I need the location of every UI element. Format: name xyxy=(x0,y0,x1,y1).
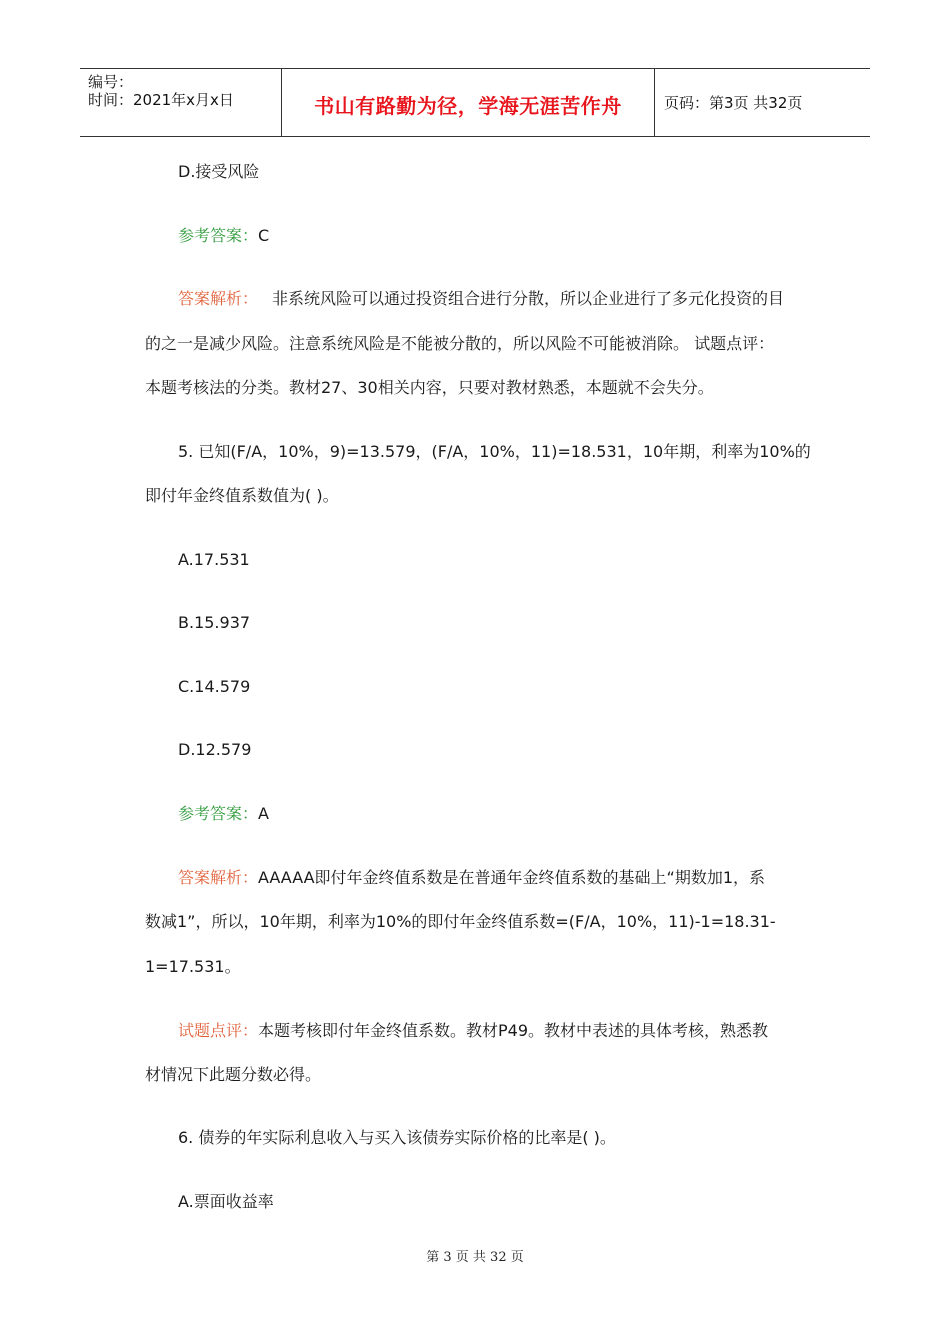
analysis-4-text-1: 非系统风险可以通过投资组合进行分散，所以企业进行了多元化投资的目 xyxy=(272,289,785,308)
answer-4 xyxy=(178,224,269,248)
analysis-4-line-1 xyxy=(178,287,784,311)
question-6-option-a: A.票面收益率 xyxy=(178,1192,274,1211)
analysis-5-line-2: 数减1”，所以，10年期，利率为10%的即付年金终值系数=(F/A，10%，11)-1=18.31- xyxy=(145,912,776,931)
analysis-5-line-3: 1=17.531。 xyxy=(145,957,241,976)
analysis-4-line-3: 本题考核法的分类。教材27、30相关内容，只要对教材熟悉，本题就不会失分。 xyxy=(145,378,714,397)
analysis-4-line-2: 的之一是减少风险。注意系统风险是不能被分散的，所以风险不可能被消除。 试题点评： xyxy=(145,334,775,353)
analysis-5-line-1 xyxy=(178,866,765,890)
answer-5-label: 参考答案： xyxy=(178,804,259,823)
comment-5-line-1 xyxy=(178,1019,768,1043)
header-page-info: 页码：第3页 共32页 xyxy=(664,94,803,112)
option-d-prev: D.接受风险 xyxy=(178,162,260,181)
analysis-5-label: 答案解析： xyxy=(178,868,259,887)
header-date: 时间：2021年x月x日 xyxy=(88,91,234,109)
question-6-line-1: 6. 债券的年实际利息收入与买入该债券实际价格的比率是( )。 xyxy=(178,1128,616,1147)
answer-5 xyxy=(178,802,269,826)
question-5-option-d: D.12.579 xyxy=(178,740,252,759)
answer-4-value: C xyxy=(258,226,270,245)
question-5-line-1: 5. 已知(F/A，10%，9)=13.579，(F/A，10%，11)=18.531，10年期，利率为10%的 xyxy=(178,442,811,461)
header-motto: 书山有路勤为径，学海无涯苦作舟 xyxy=(314,94,622,118)
answer-4-label: 参考答案： xyxy=(178,226,259,245)
page-footer: 第 3 页 共 32 页 xyxy=(426,1250,524,1265)
header-divider-right xyxy=(654,68,655,136)
question-5-line-2: 即付年金终值系数值为( )。 xyxy=(145,486,339,505)
comment-5-label: 试题点评： xyxy=(178,1021,259,1040)
header-top-rule xyxy=(80,68,870,69)
analysis-5-text-1: AAAAA即付年金终值系数是在普通年金终值系数的基础上“期数加1，系 xyxy=(258,868,765,887)
question-5-option-c: C.14.579 xyxy=(178,677,251,696)
comment-5-line-2: 材情况下此题分数必得。 xyxy=(145,1065,322,1084)
question-5-option-a: A.17.531 xyxy=(178,550,250,569)
question-5-option-b: B.15.937 xyxy=(178,613,251,632)
header-bottom-rule xyxy=(80,136,870,137)
comment-5-text-1: 本题考核即付年金终值系数。教材P49。教材中表述的具体考核，熟悉教 xyxy=(258,1021,769,1040)
header-serial-label: 编号： xyxy=(88,73,134,91)
answer-5-value: A xyxy=(258,804,269,823)
analysis-4-label: 答案解析： xyxy=(178,289,259,308)
